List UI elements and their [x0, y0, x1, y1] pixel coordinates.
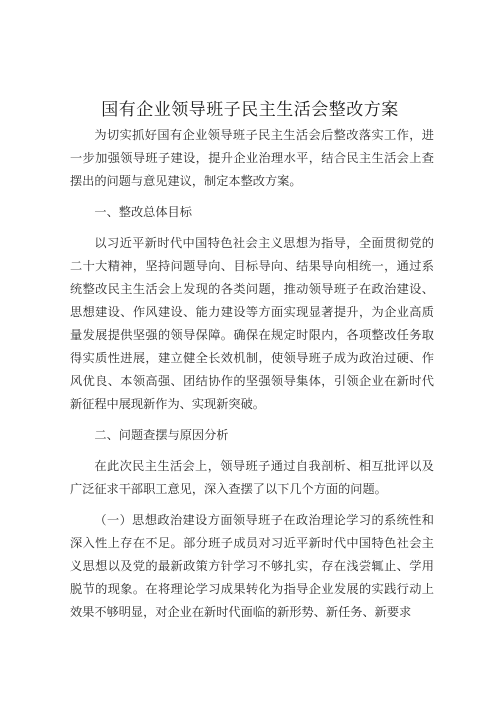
subsection-1-paragraph: （一）思想政治建设方面领导班子在政治理论学习的系统性和深入性上存在不足。部分班子成员对习近平新时代中国特色社会主义思想以及党的最新政策方针学习不够扎实，存在浅尝辄止、学用脱节的现象。在将理论学习成果转化为指导企业发展的实践行动上效果不够明显，对企业在新时代面临的新形势、新任务、新要求: [70, 513, 434, 619]
document-title: 国有企业领导班子民主生活会整改方案: [101, 100, 399, 120]
section-2-paragraph: 在此次民主生活会上，领导班子通过自我剖析、相互批评以及广泛征求干部职工意见，深入查摆了以下几个方面的问题。: [70, 459, 434, 496]
intro-paragraph: 为切实抓好国有企业领导班子民主生活会后整改落实工作，进一步加强领导班子建设，提升企业治理水平，结合民主生活会上查摆出的问题与意见建议，制定本整改方案。: [70, 128, 434, 188]
document-body: [70, 124, 434, 624]
section-1-paragraph: 以习近平新时代中国特色社会主义思想为指导，全面贯彻党的二十大精神，坚持问题导向、目标导向、结果导向相统一，通过系统整改民主生活会上发现的各类问题，推动领导班子在政治建设、思想建设、作风建设、能力建设等方面实现显著提升，为企业高质量发展提供坚强的领导保障。确保在规定时限内，各项整改任务取得实质性进展，建立健全长效机制，使领导班子成为政治过硬、作风优良、本领高强、团结协作的坚强领导集体，引领企业在新时代新征程中展现新作为、实现新突破。: [70, 236, 434, 411]
section-2-heading: 二、问题查摆与原因分析: [94, 428, 229, 442]
section-1-heading: 一、整改总体目标: [94, 205, 192, 219]
